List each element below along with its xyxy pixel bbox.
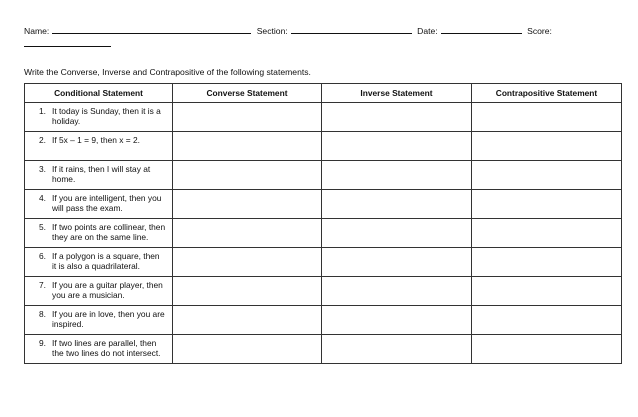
table-row [25, 161, 622, 190]
table-row [25, 103, 622, 132]
statement-text: If two points are collinear, then they are on the same line. [52, 222, 166, 242]
conditional-cell [25, 161, 173, 190]
inverse-answer-cell[interactable] [322, 132, 472, 161]
contrapositive-answer-cell[interactable] [472, 306, 622, 335]
date-label: Date: [417, 26, 438, 36]
converse-answer-cell[interactable] [173, 103, 322, 132]
table-row [25, 277, 622, 306]
column-header-conditional: Conditional Statement [25, 84, 173, 103]
column-header-inverse: Inverse Statement [322, 84, 472, 103]
converse-answer-cell[interactable] [173, 306, 322, 335]
statements-table [24, 83, 622, 364]
inverse-answer-cell[interactable] [322, 190, 472, 219]
statement-number: 1. [39, 106, 46, 116]
statement-number: 9. [39, 338, 46, 348]
date-blank [441, 24, 522, 34]
column-header-contrapositive: Contrapositive Statement [472, 84, 622, 103]
name-blank [52, 24, 251, 34]
table-row [25, 335, 622, 364]
statement-number: 7. [39, 280, 46, 290]
score-blank [24, 38, 111, 47]
table-row [25, 190, 622, 219]
contrapositive-answer-cell[interactable] [472, 190, 622, 219]
converse-answer-cell[interactable] [173, 219, 322, 248]
section-label: Section: [256, 26, 288, 36]
statement-text: If a polygon is a square, then it is also a quadrilateral. [52, 251, 160, 271]
contrapositive-answer-cell[interactable] [472, 277, 622, 306]
statement-number: 5. [39, 222, 46, 232]
statement-number: 6. [39, 251, 46, 261]
statement-number: 4. [39, 193, 46, 203]
statement-number: 2. [39, 135, 46, 145]
table-header-row [25, 84, 622, 103]
column-header-converse: Converse Statement [173, 84, 322, 103]
statement-text: If you are a guitar player, then you are a musician. [52, 280, 163, 300]
statement-number: 3. [39, 164, 46, 174]
table-row [25, 248, 622, 277]
statement-text: If two lines are parallel, then the two lines do not intersect. [52, 338, 161, 358]
converse-answer-cell[interactable] [173, 248, 322, 277]
inverse-answer-cell[interactable] [322, 306, 472, 335]
inverse-answer-cell[interactable] [322, 219, 472, 248]
worksheet-header [24, 24, 624, 47]
conditional-cell [25, 219, 173, 248]
statement-text: If you are intelligent, then you will pass the exam. [52, 193, 162, 213]
name-label: Name: [24, 26, 50, 36]
contrapositive-answer-cell[interactable] [472, 248, 622, 277]
contrapositive-answer-cell[interactable] [472, 103, 622, 132]
contrapositive-answer-cell[interactable] [472, 335, 622, 364]
inverse-answer-cell[interactable] [322, 277, 472, 306]
converse-answer-cell[interactable] [173, 190, 322, 219]
conditional-cell [25, 103, 173, 132]
statement-text: If 5x – 1 = 9, then x = 2. [52, 135, 140, 145]
table-row [25, 306, 622, 335]
contrapositive-answer-cell[interactable] [472, 219, 622, 248]
table-row [25, 219, 622, 248]
score-label: Score: [527, 26, 552, 36]
conditional-cell [25, 190, 173, 219]
inverse-answer-cell[interactable] [322, 161, 472, 190]
conditional-cell [25, 248, 173, 277]
contrapositive-answer-cell[interactable] [472, 161, 622, 190]
converse-answer-cell[interactable] [173, 335, 322, 364]
inverse-answer-cell[interactable] [322, 103, 472, 132]
inverse-answer-cell[interactable] [322, 335, 472, 364]
header-fields-row [24, 24, 624, 38]
statement-text: If you are in love, then you are inspired. [52, 309, 165, 329]
converse-answer-cell[interactable] [173, 277, 322, 306]
converse-answer-cell[interactable] [173, 132, 322, 161]
conditional-cell [25, 132, 173, 161]
table-row [25, 132, 622, 161]
converse-answer-cell[interactable] [173, 161, 322, 190]
section-blank [291, 24, 412, 34]
statement-text: If it rains, then I will stay at home. [52, 164, 151, 184]
conditional-cell [25, 277, 173, 306]
conditional-cell [25, 335, 173, 364]
statement-number: 8. [39, 309, 46, 319]
conditional-cell [25, 306, 173, 335]
contrapositive-answer-cell[interactable] [472, 132, 622, 161]
statement-text: It today is Sunday, then it is a holiday. [52, 106, 161, 126]
inverse-answer-cell[interactable] [322, 248, 472, 277]
instructions-text: Write the Converse, Inverse and Contrapositive of the following statements. [24, 67, 311, 77]
